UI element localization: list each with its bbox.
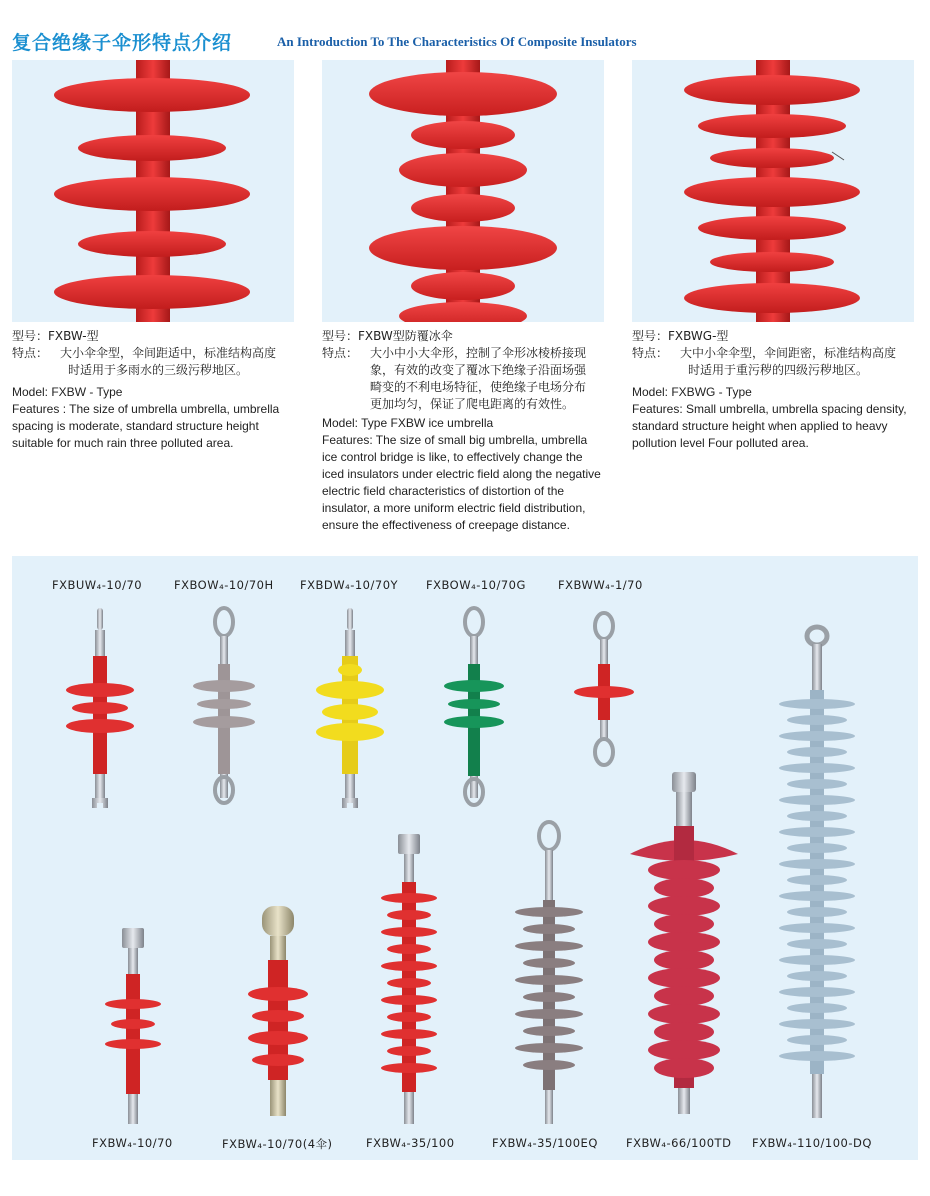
- shed: [779, 987, 855, 997]
- title-chinese: 复合绝缘子伞形特点介绍: [12, 32, 233, 54]
- shed: [381, 927, 437, 937]
- feature-column-fxbw: [12, 60, 294, 452]
- product-fxbow-10-70g: [444, 608, 504, 805]
- model-en: Model: Type FXBW ice umbrella: [322, 416, 494, 430]
- shed: [779, 731, 855, 741]
- product-label: FXBW₄-66/100TD: [626, 1136, 732, 1150]
- feature-cn-line: 时适用于重污秽的四级污秽地区。: [688, 363, 869, 377]
- shed: [515, 941, 583, 951]
- feature-column-fxbwg: [632, 60, 914, 452]
- product-fxbw-10-70-4-sheds: [248, 906, 308, 1116]
- product-fxbuw-10-70: [66, 608, 134, 808]
- product-label: FXBOW₄-10/70H: [174, 578, 274, 592]
- feature-cn-line: 象，有效的改变了覆冰下绝缘子沿面场强: [370, 363, 587, 377]
- feature-lead: 特点：: [632, 346, 669, 360]
- photo-fxbw-ice-umbrella: [322, 60, 604, 322]
- shed: [387, 910, 431, 920]
- product-fxbww-1-70: [574, 613, 634, 765]
- feature-cn-line: 大小伞伞型，伞间距适中，标准结构高度: [60, 346, 277, 360]
- products-panel: [12, 556, 918, 1160]
- product-label: FXBWW₄-1/70: [558, 578, 643, 592]
- product-fxbdw-10-70y: [316, 608, 384, 808]
- shed: [654, 878, 714, 898]
- insulator-sheds-fxbwg: [632, 60, 914, 322]
- shed: [654, 1022, 714, 1042]
- photo-fxbwg-umbrella: [632, 60, 914, 322]
- shed: [779, 1051, 855, 1061]
- shed: [787, 843, 847, 853]
- product-label: FXBW₄-110/100-DQ: [752, 1136, 872, 1150]
- feature-lead: 特点：: [12, 346, 49, 360]
- shed: [787, 939, 847, 949]
- model-cn: 型号：FXBW-型: [12, 329, 99, 343]
- photo-fxbw-umbrella: [12, 60, 294, 322]
- product-label: FXBW₄-10/70: [92, 1136, 173, 1150]
- shed: [654, 950, 714, 970]
- shed: [648, 932, 720, 952]
- shed: [523, 1060, 575, 1070]
- shed: [654, 986, 714, 1006]
- shed: [648, 1040, 720, 1060]
- product-label: FXBW₄-35/100: [366, 1136, 455, 1150]
- shed: [779, 1019, 855, 1029]
- product-fxbw-66-100td: [630, 772, 738, 1114]
- feature-cn-line: 时适用于多雨水的三级污秽地区。: [68, 363, 249, 377]
- shed: [787, 907, 847, 917]
- shed: [779, 699, 855, 709]
- shed: [648, 968, 720, 988]
- shed: [387, 1012, 431, 1022]
- feature-en: Features: The size of small big umbrella, umbrella ice control bridge is like, to effectively change the iced insulators under electric field along the negative electric field characteristics of distortion of the insulator, a more uniform electric field distribution, ensure the effectiveness of creepage distance.: [322, 433, 601, 532]
- feature-cn: [12, 345, 294, 379]
- shed: [787, 1035, 847, 1045]
- feature-cn-line: 畸变的不利电场特征，使绝缘子电场分布: [370, 380, 587, 394]
- shed: [787, 779, 847, 789]
- shed: [648, 896, 720, 916]
- product-fxbw-110-100-dq: [779, 627, 855, 1118]
- shed: [779, 795, 855, 805]
- feature-en: Features : The size of umbrella umbrella, umbrella spacing is moderate, standard structure height suitable for much rain three polluted area.: [12, 402, 280, 450]
- product-fxbow-10-70h: [193, 608, 255, 803]
- shed: [515, 975, 583, 985]
- shed: [387, 944, 431, 954]
- shed: [779, 955, 855, 965]
- insulator-products-illustration: [12, 556, 918, 1160]
- shed: [779, 859, 855, 869]
- shed: [381, 893, 437, 903]
- shed: [523, 958, 575, 968]
- shed: [779, 891, 855, 901]
- shed: [654, 1058, 714, 1078]
- feature-cn: [632, 345, 914, 379]
- model-cn: 型号：FXBW型防覆冰伞: [322, 329, 453, 343]
- shed: [648, 860, 720, 880]
- page-header: [12, 28, 912, 58]
- shed: [381, 995, 437, 1005]
- feature-cn-line: 大中小伞伞型，伞间距密，标准结构高度: [680, 346, 897, 360]
- feature-cn-line: 更加均匀，保证了爬电距离的有效性。: [370, 397, 575, 411]
- feature-en: Features: Small umbrella, umbrella spacing density, standard structure height when applied to heavy pollution level Four polluted area.: [632, 402, 907, 450]
- shed: [381, 1063, 437, 1073]
- model-cn: 型号：FXBWG-型: [632, 329, 729, 343]
- product-fxbw-35-100: [381, 834, 437, 1124]
- shed: [787, 875, 847, 885]
- shed: [787, 715, 847, 725]
- product-label: FXBOW₄-10/70G: [426, 578, 526, 592]
- shed: [523, 992, 575, 1002]
- product-label: FXBDW₄-10/70Y: [300, 578, 399, 592]
- model-en: Model: FXBW - Type: [12, 385, 123, 399]
- product-fxbw-35-100eq: [515, 822, 583, 1124]
- shed: [515, 1043, 583, 1053]
- feature-lead: 特点：: [322, 346, 359, 360]
- product-fxbw-10-70: [105, 928, 161, 1124]
- shed: [515, 1009, 583, 1019]
- shed: [387, 1046, 431, 1056]
- title-english: An Introduction To The Characteristics Of Composite Insulators: [277, 34, 637, 49]
- shed: [381, 1029, 437, 1039]
- model-en: Model: FXBWG - Type: [632, 385, 752, 399]
- product-label: FXBW₄-10/70(4伞): [222, 1137, 333, 1151]
- shed: [523, 1026, 575, 1036]
- feature-cn-line: 大小中小大伞形，控制了伞形冰棱桥接现: [370, 346, 587, 360]
- shed: [787, 811, 847, 821]
- shed: [654, 914, 714, 934]
- product-label: FXBW₄-35/100EQ: [492, 1136, 598, 1150]
- shed: [381, 961, 437, 971]
- shed: [387, 978, 431, 988]
- product-label: FXBUW₄-10/70: [52, 578, 143, 592]
- insulator-sheds-ice: [322, 60, 604, 322]
- shed: [779, 763, 855, 773]
- shed: [523, 924, 575, 934]
- feature-cn: [322, 345, 604, 413]
- shed: [787, 971, 847, 981]
- shed: [787, 747, 847, 757]
- insulator-sheds-fxbw: [12, 60, 294, 322]
- shed: [648, 1004, 720, 1024]
- shed: [515, 907, 583, 917]
- shed: [787, 1003, 847, 1013]
- shed: [779, 923, 855, 933]
- feature-column-fxbw-ice: [322, 60, 604, 534]
- shed: [779, 827, 855, 837]
